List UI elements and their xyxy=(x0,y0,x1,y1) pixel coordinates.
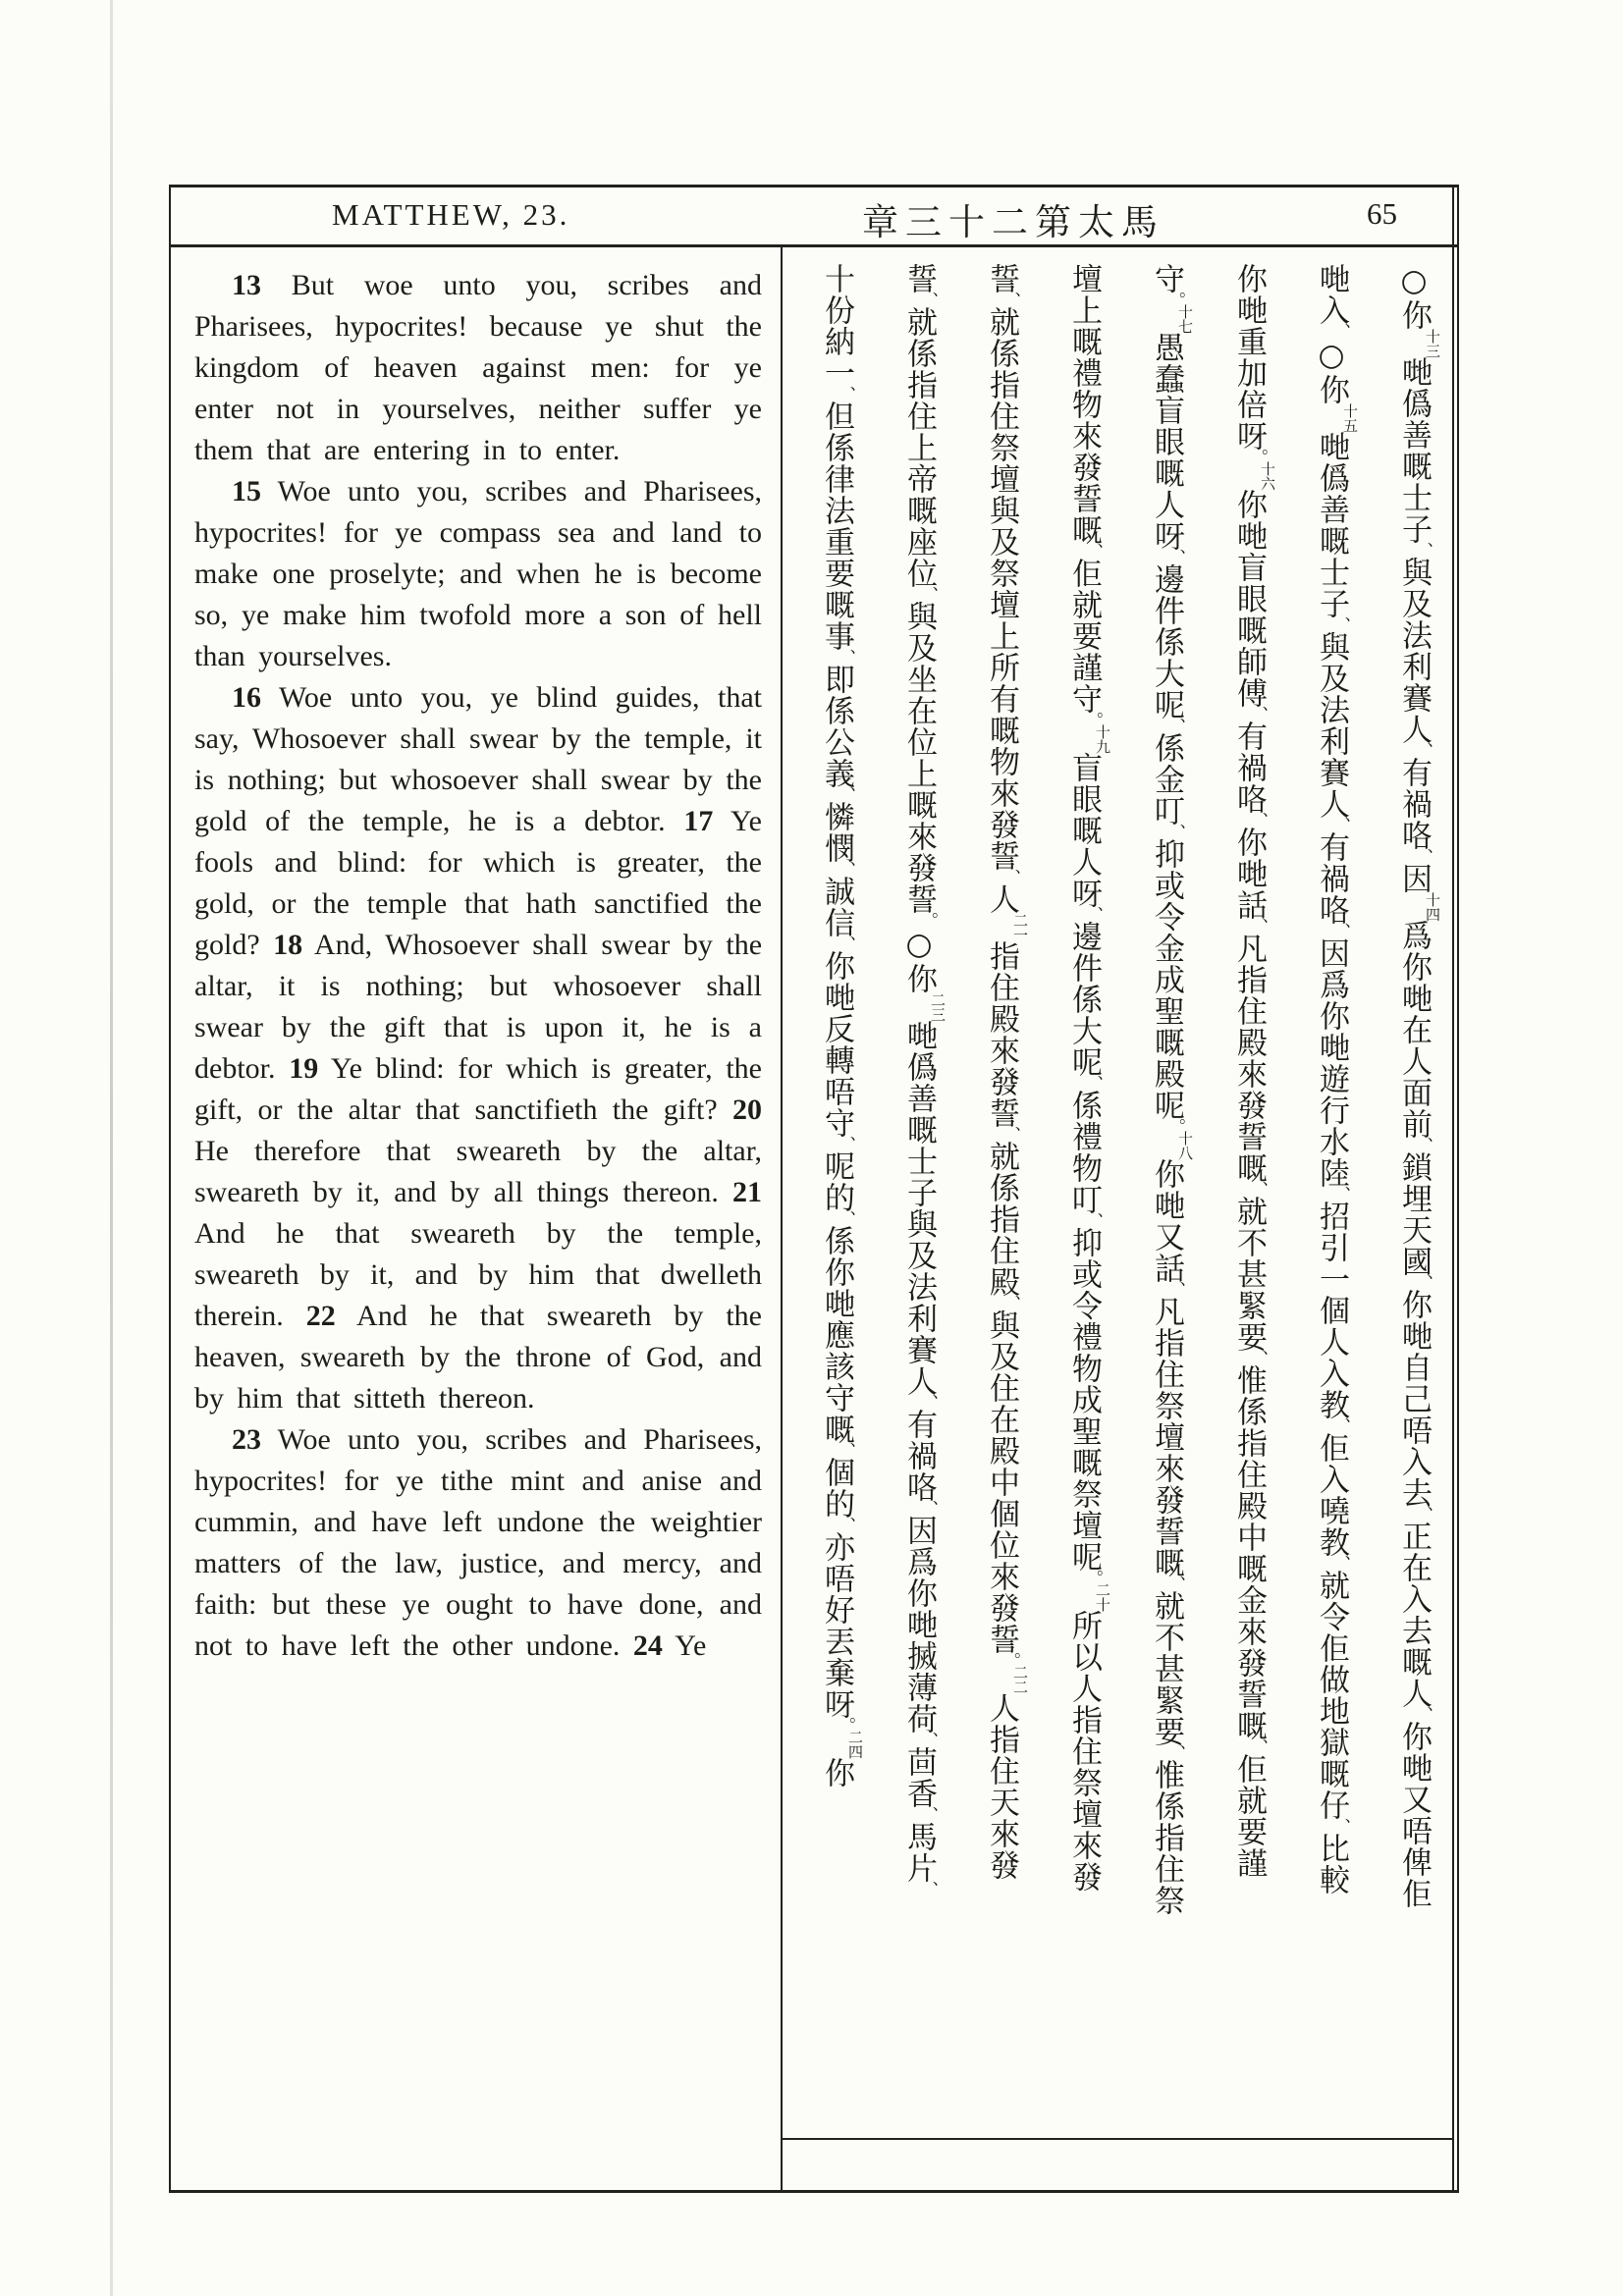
cjk-punctuation: 、 xyxy=(1413,1506,1433,1523)
cjk-punctuation: 、 xyxy=(1165,718,1185,735)
english-text-column xyxy=(194,265,762,1667)
cjk-punctuation: 、 xyxy=(1330,1186,1350,1203)
column-divider xyxy=(781,247,783,2192)
cjk-punctuation: 、 xyxy=(918,1394,938,1412)
cjk-punctuation: 、 xyxy=(1330,616,1350,634)
cjk-punctuation: 、 xyxy=(1083,906,1103,924)
verse-number-marker: 22 xyxy=(305,1300,336,1332)
cjk-punctuation: 、 xyxy=(1165,824,1185,841)
cjk-punctuation: 、 xyxy=(836,861,855,879)
chinese-column: 壇上嘅禮物來發誓嘅、佢就要謹守。十九盲眼嘅人呀、邊件係大呢、係禮物叮、抑或令禮物成聖嘅祭壇呢。二十所以人指住祭壇來發 xyxy=(1066,263,1111,1893)
cjk-punctuation: 、 xyxy=(836,935,855,953)
verse-number-marker: 二十 xyxy=(1094,1582,1111,1612)
cjk-punctuation: 、 xyxy=(918,1732,938,1749)
verse-number-marker: 十三 xyxy=(1424,329,1441,358)
verse-number-marker: 二二 xyxy=(1011,1665,1029,1694)
chinese-column: 哋入、○你十五哋僞善嘅士子、與及法利賽人、有禍咯、因爲你哋遊行水陸、招引一個人入教、佢入嘵教、就令佢做地獄嘅仔、比較 xyxy=(1314,263,1359,1896)
running-title-english: MATTHEW, 23. xyxy=(332,197,570,232)
cjk-punctuation: 。 xyxy=(1083,712,1103,729)
verse-number-marker: 17 xyxy=(683,805,714,837)
cjk-punctuation: 、 xyxy=(918,1500,938,1518)
verse-number-marker: 十四 xyxy=(1424,892,1441,922)
cjk-punctuation: 、 xyxy=(1413,1274,1433,1292)
cjk-punctuation: 。 xyxy=(918,912,938,930)
cjk-punctuation: 、 xyxy=(1083,1075,1103,1093)
cjk-punctuation: 、 xyxy=(1330,323,1350,341)
cjk-punctuation: 、 xyxy=(1413,742,1433,760)
cjk-punctuation: 、 xyxy=(1001,292,1020,309)
cjk-punctuation: 、 xyxy=(1165,1575,1185,1593)
cjk-punctuation: 、 xyxy=(1330,1818,1350,1836)
page-number: 65 xyxy=(1367,196,1397,231)
chinese-text-columns xyxy=(795,263,1455,1981)
cjk-punctuation: 、 xyxy=(1248,918,1268,935)
frame-bottom-rule xyxy=(169,2190,1457,2193)
cjk-punctuation: 。 xyxy=(1165,292,1185,309)
verse-number-marker: 二三 xyxy=(929,992,947,1022)
verse-number-marker: 二四 xyxy=(846,1730,864,1759)
verse-number-marker: 13 xyxy=(232,269,261,301)
cjk-punctuation: 、 xyxy=(836,786,855,804)
cjk-punctuation: 、 xyxy=(1330,1555,1350,1573)
chinese-column: 誓、就係指住上帝嘅座位、與及坐在位上嘅來發誓。○你二三哋僞善嘅士子與及法利賽人、有禍咯、因爲你哋搣薄荷、茴香、馬片、 xyxy=(901,263,947,1898)
verse-number-marker: 20 xyxy=(732,1094,762,1126)
cjk-punctuation: 、 xyxy=(1248,706,1268,723)
chinese-section-bottom-rule xyxy=(783,2138,1454,2140)
cjk-punctuation: 、 xyxy=(836,1136,855,1153)
chinese-column: 誓、就係指住祭壇與及祭壇上所有嘅物來發誓、人二一指住殿來發誓、就係指住殿、與及住在殿中個位來發誓。二二人指住天來發 xyxy=(984,263,1029,1881)
cjk-punctuation: 、 xyxy=(1330,817,1350,834)
cjk-punctuation: 。 xyxy=(1083,1570,1103,1587)
cjk-punctuation: 。 xyxy=(836,1717,855,1735)
verse-number-marker: 十六 xyxy=(1259,461,1276,491)
verse-number-marker: 十八 xyxy=(1176,1131,1194,1160)
cjk-punctuation: 、 xyxy=(918,586,938,604)
verse-number-marker: 十七 xyxy=(1176,304,1194,334)
cjk-punctuation: 、 xyxy=(918,1881,938,1898)
verse-paragraph: 13 But woe unto you, scribes and Pharisees, hypocrites! because ye shut the kingdom of heaven against men: for ye enter not in yourselves, neither suffer ye them that are entering in to enter. xyxy=(194,269,762,466)
verse-number-marker: 24 xyxy=(632,1629,663,1662)
cjk-punctuation: 、 xyxy=(1083,1212,1103,1230)
cjk-punctuation: 、 xyxy=(836,1442,855,1460)
cjk-punctuation: 、 xyxy=(836,1517,855,1534)
chinese-column: ○你十三哋僞善嘅士子、與及法利賽人、有禍咯、因十四爲你哋在人面前、鎖埋天國、你哋自己唔入去、正在入去嘅人、你哋又唔俾佢 xyxy=(1396,263,1441,1909)
cjk-punctuation: 、 xyxy=(1413,848,1433,866)
cjk-punctuation: 、 xyxy=(1248,812,1268,829)
cjk-punctuation: 、 xyxy=(1413,542,1433,560)
verse-paragraph: 23 Woe unto you, scribes and Pharisees, hypocrites! for ye tithe mint and anise and cummin, and have left undone the weightier matters of the law, justice, and mercy, and faith: but these ye ought to have done, and not to have left the other undone. 24 Ye xyxy=(194,1423,762,1662)
verse-number-marker: 十九 xyxy=(1094,724,1111,754)
cjk-punctuation: 、 xyxy=(1001,1126,1020,1144)
cjk-punctuation: 、 xyxy=(836,386,855,403)
cjk-punctuation: 、 xyxy=(836,1210,855,1228)
cjk-punctuation: 、 xyxy=(1413,1706,1433,1724)
verse-number-marker: 二一 xyxy=(1011,913,1029,942)
cjk-punctuation: 、 xyxy=(1001,869,1020,886)
cjk-punctuation: 、 xyxy=(1001,1295,1020,1312)
header-bottom-rule xyxy=(169,244,1457,247)
chinese-column: 十份納一、但係律法重要嘅事、即係公義、憐憫、誠信、你哋反轉唔守、呢的、係你哋應該守嘅、個的、亦唔好丟棄呀。二四你 xyxy=(819,263,864,1789)
verse-number-marker: 十五 xyxy=(1341,403,1359,433)
frame-top-rule xyxy=(169,185,1457,187)
cjk-punctuation: 、 xyxy=(1248,1738,1268,1756)
cjk-punctuation: 、 xyxy=(1248,1350,1268,1367)
running-title-chinese: 章三十二第太馬 xyxy=(862,201,1164,243)
cjk-punctuation: 、 xyxy=(1165,1744,1185,1762)
cjk-punctuation: 。 xyxy=(1001,1652,1020,1670)
cjk-punctuation: 。 xyxy=(1248,449,1268,466)
verse-paragraph: 15 Woe unto you, scribes and Pharisees, hypocrites! for ye compass sea and land to make one proselyte; and when he is become so, ye make him twofold more a son of hell than yourselves. xyxy=(194,475,762,672)
verse-number-marker: 15 xyxy=(232,475,261,507)
verse-number-marker: 23 xyxy=(232,1423,261,1456)
frame-left-rule xyxy=(169,185,171,2193)
cjk-punctuation: 、 xyxy=(1330,923,1350,940)
cjk-punctuation: 、 xyxy=(1165,1281,1185,1299)
cjk-punctuation: 、 xyxy=(1083,543,1103,561)
verse-number-marker: 19 xyxy=(289,1052,319,1085)
cjk-punctuation: 、 xyxy=(1248,1181,1268,1199)
cjk-punctuation: 、 xyxy=(1413,1137,1433,1154)
verse-number-marker: 21 xyxy=(732,1176,762,1208)
chinese-column: 守。十七愚蠢盲眼嘅人呀、邊件係大呢、係金叮、抑或令金成聖嘅殿呢。十八你哋又話、凡指住祭壇來發誓嘅、就不甚緊要、惟係指住祭 xyxy=(1149,263,1194,1916)
page-edge-shadow xyxy=(110,0,113,2296)
chinese-column: 你哋重加倍呀。十六你哋盲眼嘅師傅、有禍咯、你哋話、凡指住殿來發誓嘅、就不甚緊要、惟係指住殿中嘅金來發誓嘅、佢就要謹 xyxy=(1231,263,1276,1879)
cjk-punctuation: 。 xyxy=(1165,1118,1185,1136)
verse-number-marker: 16 xyxy=(232,681,261,714)
verse-paragraph: 16 Woe unto you, ye blind guides, that say, Whosoever shall swear by the temple, it is nothing; but whosoever shall swear by the gold of the temple, he is a debtor. 17 Ye fools and blind: for which is greater, the gold, or the temple that hath sanctified the gold? 18 And, Whosoever shall swear by the altar, it is nothing; but whosoever shall swear by the gift that is upon it, he is a debtor. 19 Ye blind: for which is greater, the gift, or the altar that sanctifieth the gift? 20 He therefore that sweareth by the altar, sweareth by it, and by all things thereon. 21 And he that sweareth by the temple, sweareth by it, and by him that dwelleth therein. 22 And he that sweareth by the heaven, sweareth by the throne of God, and by him that sitteth thereon. xyxy=(194,681,763,1415)
cjk-punctuation: 、 xyxy=(836,649,855,667)
cjk-punctuation: 、 xyxy=(1165,549,1185,566)
cjk-punctuation: 、 xyxy=(918,292,938,309)
verse-number-marker: 18 xyxy=(273,929,303,961)
cjk-punctuation: 、 xyxy=(1330,1417,1350,1435)
cjk-punctuation: 、 xyxy=(918,1806,938,1824)
